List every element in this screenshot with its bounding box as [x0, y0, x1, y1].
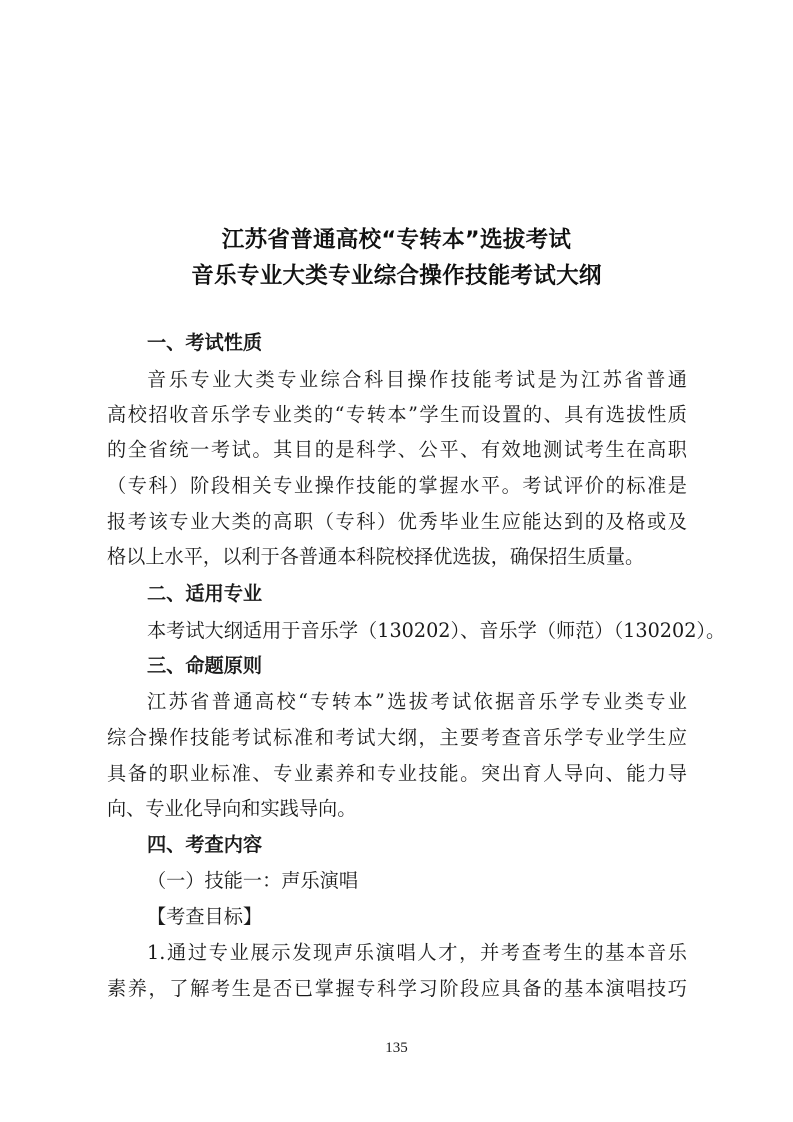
section-4-paragraph-line: 1.通过专业展示发现声乐演唱人才，并考查考生的基本音乐	[147, 941, 687, 964]
document-title-line-1: 江苏省普通高校“专转本”选拔考试	[221, 227, 572, 253]
section-3-paragraph-line: 向、专业化导向和实践导向。	[107, 797, 357, 820]
section-1-paragraph-line: 的全省统一考试。其目的是科学、公平、有效地测试考生在高职	[107, 438, 687, 461]
section-4-heading: 四、考查内容	[147, 833, 263, 856]
section-1-paragraph-line: 高校招收音乐学专业类的“专转本”学生而设置的、具有选拔性质	[107, 403, 687, 426]
page-number: 135	[385, 1040, 408, 1056]
section-1-heading: 一、考试性质	[147, 331, 263, 354]
section-2-paragraph-line: 本考试大纲适用于音乐学（130202）、音乐学（师范）（130202）。	[147, 619, 726, 642]
section-2-heading: 二、适用专业	[147, 582, 263, 605]
section-1-paragraph-line: 音乐专业大类专业综合科目操作技能考试是为江苏省普通	[147, 368, 687, 391]
section-1-paragraph-line: （专科）阶段相关专业操作技能的掌握水平。考试评价的标准是	[107, 474, 687, 497]
section-3-paragraph-line: 综合操作技能考试标准和考试大纲，主要考查音乐学专业学生应	[107, 726, 687, 749]
section-3-heading: 三、命题原则	[147, 654, 263, 677]
section-4-paragraph-line: 素养，了解考生是否已掌握专科学习阶段应具备的基本演唱技巧	[107, 977, 687, 1000]
section-1-paragraph-line: 格以上水平，以利于各普通本科院校择优选拔，确保招生质量。	[107, 545, 645, 568]
section-1-paragraph-line: 报考该专业大类的高职（专科）优秀毕业生应能达到的及格或及	[107, 510, 687, 533]
section-3-paragraph-line: 江苏省普通高校“专转本”选拔考试依据音乐学专业类专业	[147, 690, 687, 713]
document-title-line-2: 音乐专业大类专业综合操作技能考试大纲	[191, 263, 602, 289]
section-4-objective-label: 【考查目标】	[147, 905, 263, 928]
section-4-subheading: （一）技能一：声乐演唱	[147, 869, 359, 892]
section-3-paragraph-line: 具备的职业标准、专业素养和专业技能。突出育人导向、能力导	[107, 762, 687, 785]
